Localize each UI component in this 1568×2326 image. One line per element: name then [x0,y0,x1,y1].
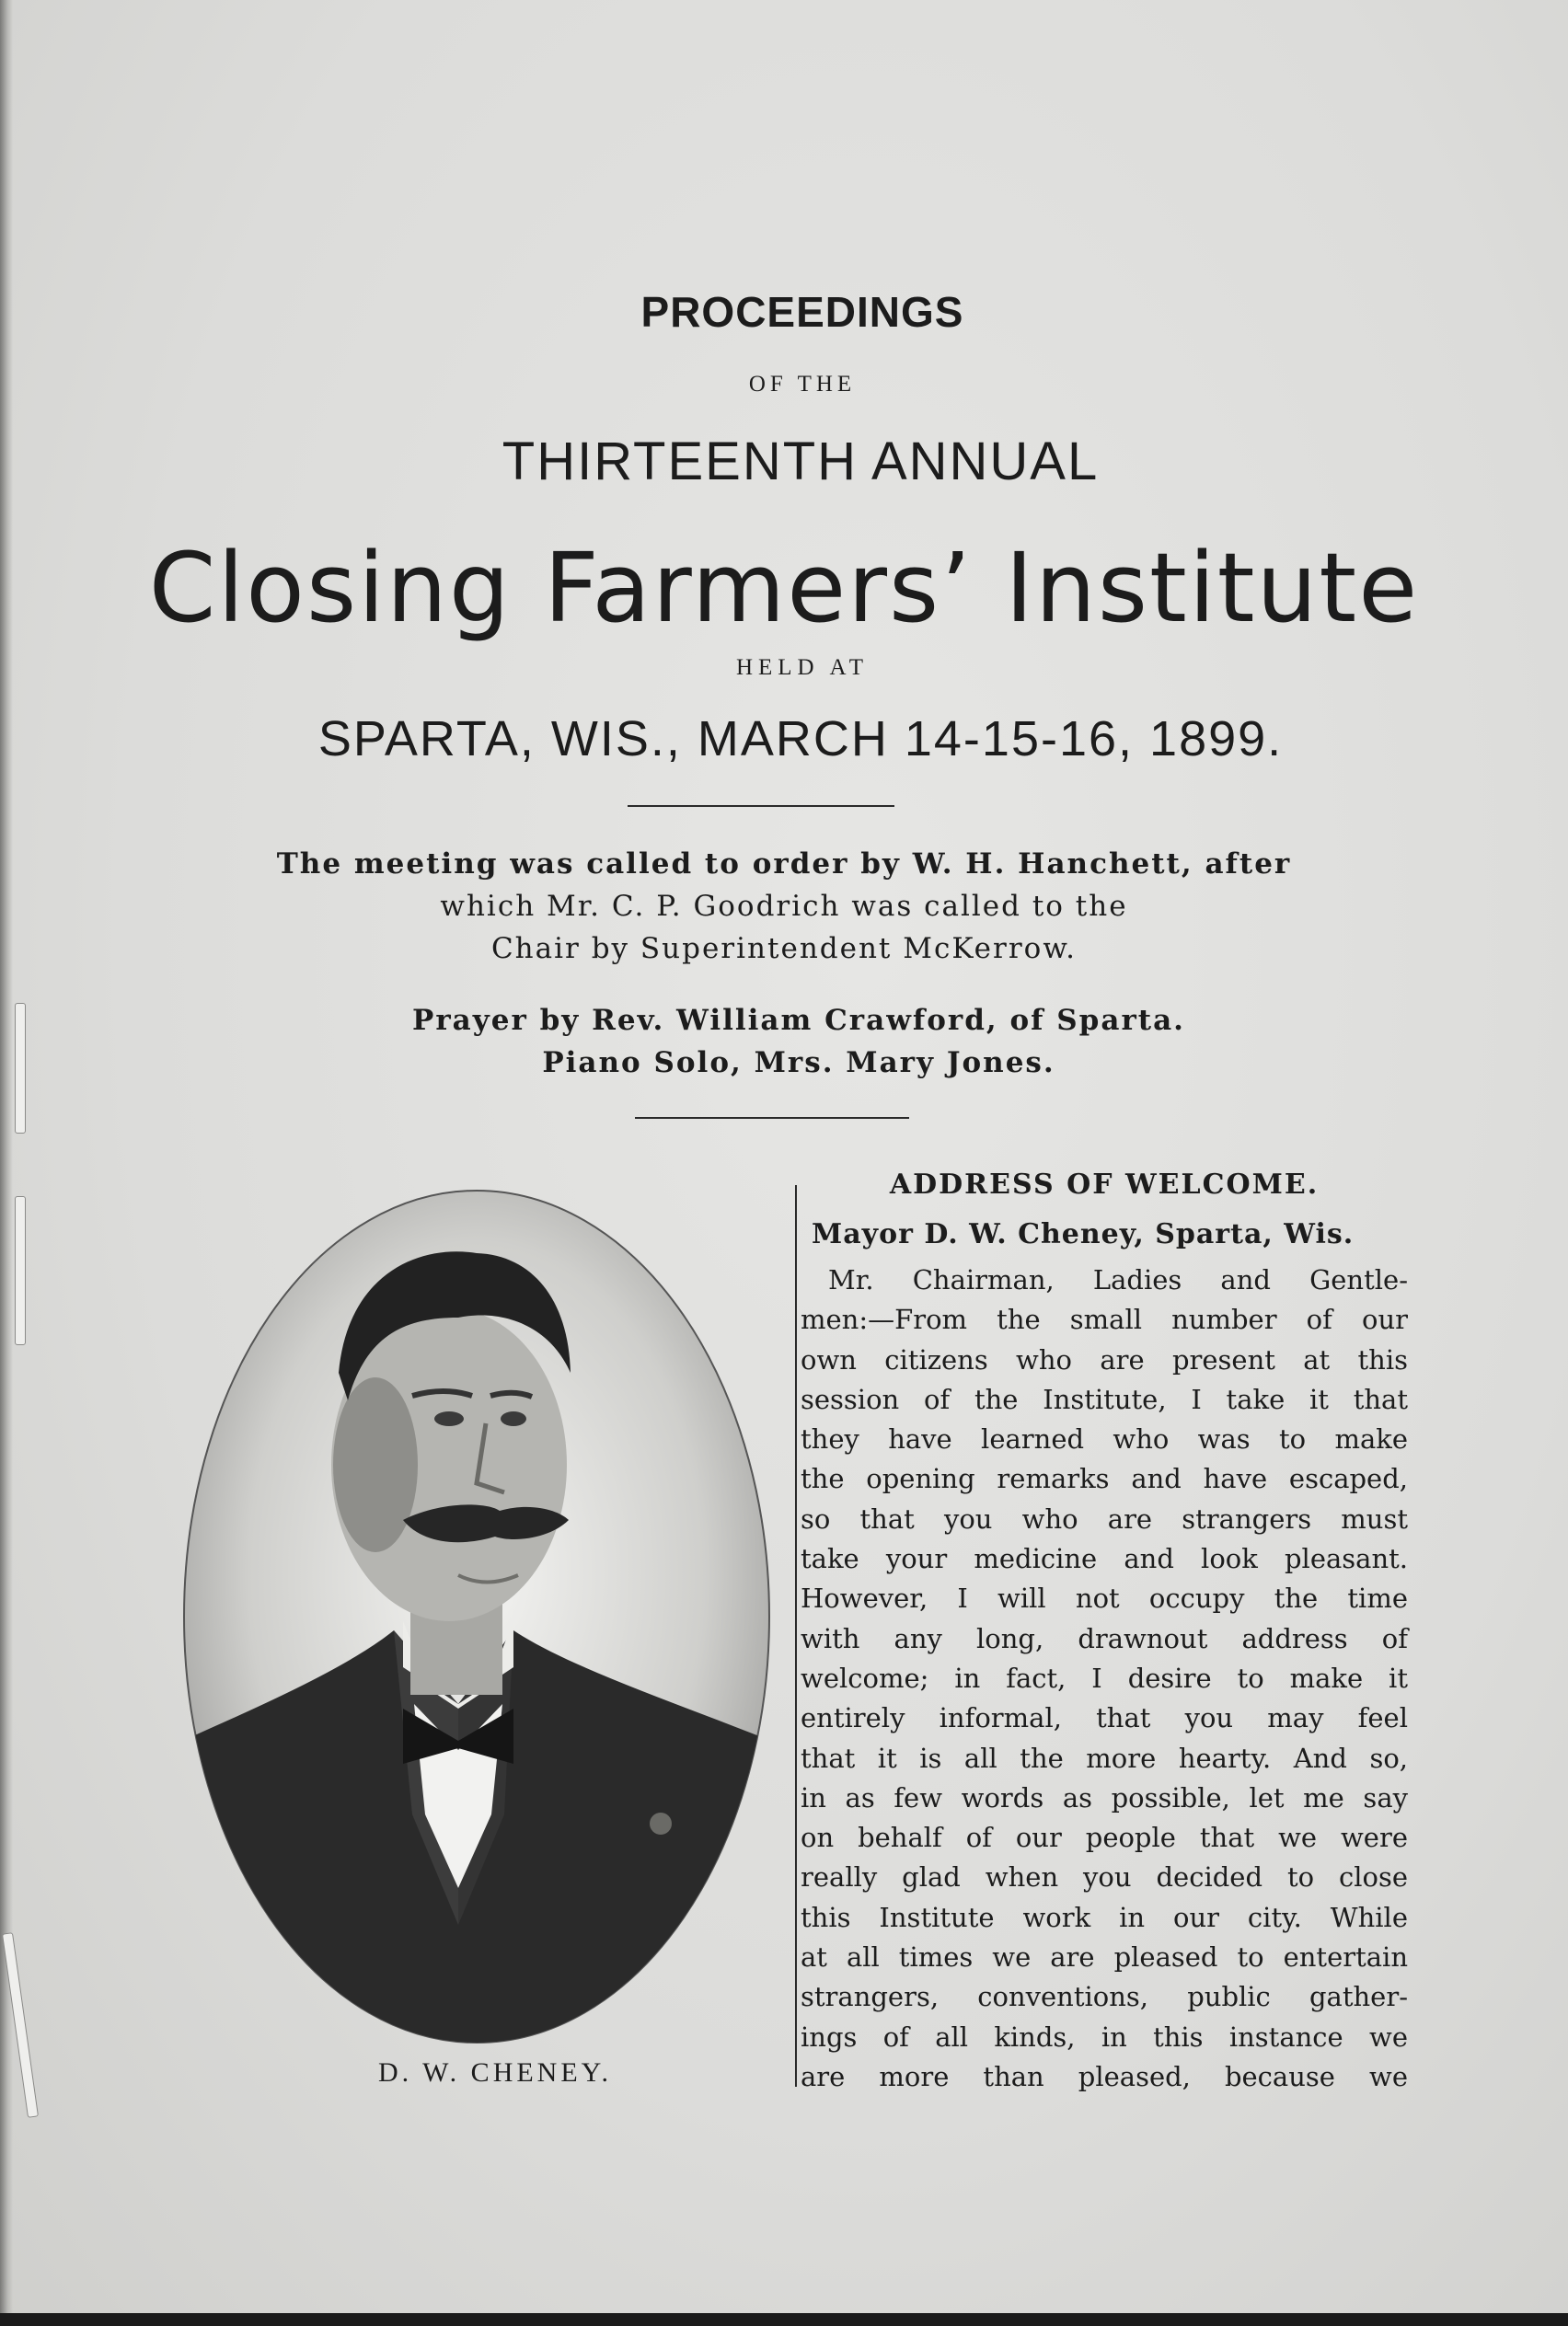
body-line: session of the Institute, I take it that [801,1383,1408,1415]
page-bottom-edge [0,2313,1568,2326]
program-paragraph [15,999,1568,1084]
body-line: However, I will not occupy the time [801,1583,1408,1615]
body-line: entirely informal, that you may feel [801,1702,1408,1734]
address-body [801,1261,1408,2097]
intro-line: The meeting was called to order by W. H. Hanchett, after [276,847,1292,881]
portrait-photo [182,1189,771,2044]
portrait-caption: D. W. CHENEY. [378,2057,612,2088]
body-line: so that you who are strangers must [801,1503,1408,1535]
body-line: men:—From the small number of our [801,1304,1408,1336]
portrait-illustration [182,1189,771,2044]
intro-line: which Mr. C. P. Goodrich was called to the [440,890,1128,923]
binding-stitch [15,1196,26,1345]
address-column [801,1161,1408,2097]
program-line: Piano Solo, Mrs. Mary Jones. [542,1046,1055,1079]
heading-held-at: HELD AT [735,655,870,680]
body-line: in as few words as possible, let me say [801,1781,1408,1814]
heading-place-date: SPARTA, WIS., MARCH 14-15-16, 1899. [317,711,1284,766]
divider-rule [635,1117,909,1119]
body-line: they have learned who was to make [801,1423,1408,1456]
body-line: that it is all the more hearty. And so, [801,1742,1408,1774]
column-divider [795,1185,797,2087]
body-line: on behalf of our people that we were [801,1822,1408,1854]
body-line: at all times we are pleased to entertain [801,1941,1408,1974]
body-line: this Institute work in our city. While [801,1901,1408,1933]
body-line: the opening remarks and have escaped, [801,1463,1408,1495]
intro-paragraph [0,843,1568,970]
body-line: are more than pleased, because we [801,2060,1408,2092]
section-title: ADDRESS OF WELCOME. [889,1169,1320,1201]
heading-of-the: OF THE [748,372,857,397]
body-line: welcome; in fact, I desire to make it [801,1662,1408,1694]
body-line: strangers, conventions, public gather- [801,1981,1408,2013]
body-line: Mr. Chairman, Ladies and Gentle- [828,1264,1408,1295]
section-author: Mayor D. W. Cheney, Sparta, Wis. [812,1218,1355,1250]
program-line: Prayer by Rev. William Crawford, of Sparta. [412,1004,1185,1037]
heading-thirteenth-annual: THIRTEENTH ANNUAL [502,432,1100,491]
heading-proceedings: PROCEEDINGS [640,288,964,336]
body-line: really glad when you decided to close [801,1861,1408,1894]
intro-line: Chair by Superintendent McKerrow. [490,932,1078,965]
body-line: take your medicine and look pleasant. [801,1543,1408,1575]
body-line: ings of all kinds, in this instance we [801,2021,1408,2053]
page-title: Closing Farmers’ Institute [148,532,1420,644]
body-line: own citizens who are present at this [801,1343,1408,1376]
body-line: with any long, drawnout address of [801,1622,1408,1654]
divider-rule [628,805,894,807]
